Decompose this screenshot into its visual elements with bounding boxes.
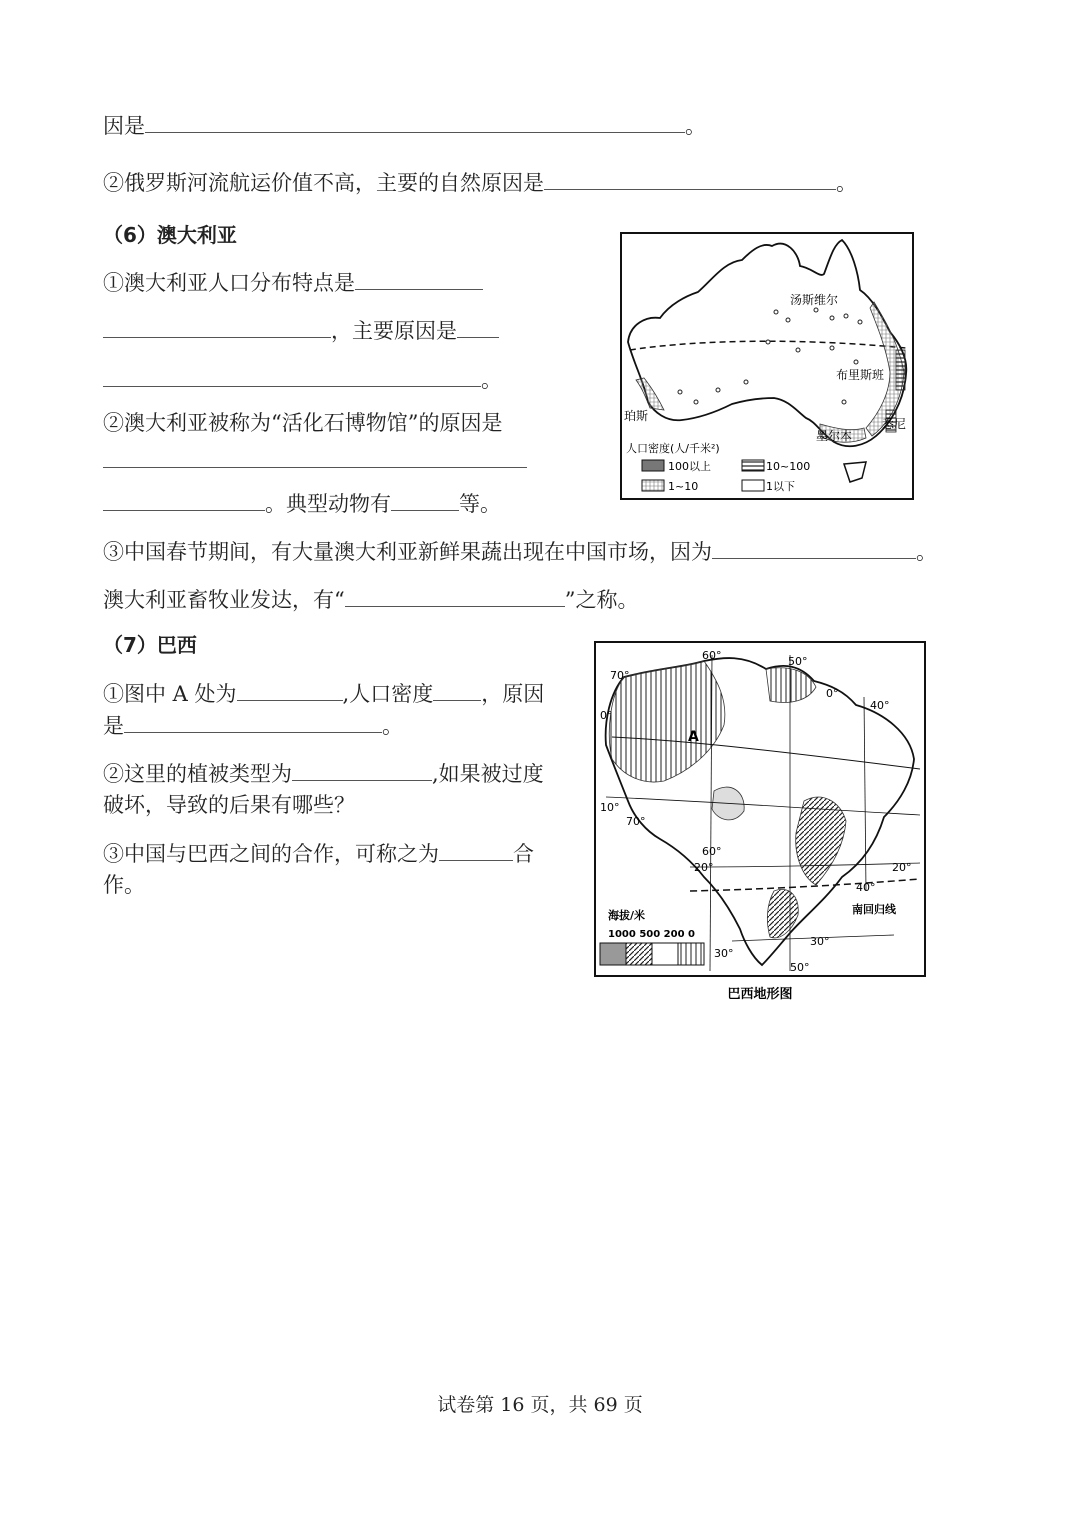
elevation-legend-title: 海拔/米 xyxy=(608,909,646,922)
legend-swatch-100-plus xyxy=(642,460,664,471)
legend-swatch-10-100 xyxy=(742,460,764,471)
brazil-q2: ②这里的植被类型为 ,如果被过度 xyxy=(103,758,544,789)
australia-q4: 澳大利亚畜牧业发达，有“ ”之称。 xyxy=(103,584,639,615)
legend-swatch-200 xyxy=(652,943,678,965)
brazil-terrain-map xyxy=(594,641,926,1006)
brazil-q3: ③中国与巴西之间的合作，可称之为 合 xyxy=(103,838,534,869)
answer-blank[interactable] xyxy=(103,315,331,338)
legend-title: 人口密度(人/千米²) xyxy=(626,442,720,455)
answer-blank[interactable] xyxy=(457,315,499,338)
coord-lon40: 40° xyxy=(870,699,890,712)
answer-blank[interactable] xyxy=(391,488,459,511)
elevation-legend-values: 1000 500 200 0 xyxy=(608,929,695,940)
legend-swatch-500 xyxy=(626,943,652,965)
q5-line1: 因是 。 xyxy=(103,110,706,141)
answer-blank[interactable] xyxy=(544,167,836,190)
coord-lat10: 10° xyxy=(600,801,620,814)
australia-q1: ①澳大利亚人口分布特点是 xyxy=(103,267,483,298)
coord-lat30-left: 30° xyxy=(714,947,734,960)
perth-label: 珀斯 xyxy=(624,409,649,423)
answer-blank[interactable] xyxy=(103,488,265,511)
legend-swatch-1000 xyxy=(600,943,626,965)
answer-blank[interactable] xyxy=(103,364,481,387)
map-caption: 巴西地形图 xyxy=(727,987,793,1002)
legend-label-1: 100以上 xyxy=(668,460,711,473)
legend-label-2: 10~100 xyxy=(766,460,811,473)
coord-lat0-mid: 0° xyxy=(826,687,839,700)
coord-lat0-left: 0° xyxy=(600,709,613,722)
tropic-label: 南回归线 xyxy=(852,903,896,916)
brazil-q1-cont: 是 。 xyxy=(103,710,403,741)
legend-swatch-0 xyxy=(678,943,704,965)
coord-lon60: 60° xyxy=(702,649,722,662)
legend-label-3: 1~10 xyxy=(668,480,699,493)
coord-lon70a: 70° xyxy=(610,669,630,682)
sydney-label: 悉尼 xyxy=(882,417,907,431)
coord-lat20-right: 20° xyxy=(892,861,912,874)
melbourne-label: 墨尔本 xyxy=(816,429,853,443)
legend-swatch-below-1 xyxy=(742,480,764,491)
brazil-q2-cont: 破坏，导致的后果有哪些？ xyxy=(103,793,355,817)
coord-lon40b: 40° xyxy=(856,881,876,894)
q5-line2: ②俄罗斯河流航运价值不高，主要的自然原因是 。 xyxy=(103,167,857,198)
australia-q2-blank xyxy=(103,445,527,476)
page-footer: 试卷第 16 页，共 69 页 xyxy=(437,1394,643,1416)
brazil-q3-cont: 作。 xyxy=(103,873,145,897)
brazil-q1: ①图中 A 处为 ,人口密度 ，原因 xyxy=(103,678,544,709)
brisbane-label: 布里斯班 xyxy=(836,368,885,382)
answer-blank[interactable] xyxy=(712,536,916,559)
answer-blank[interactable] xyxy=(355,267,483,290)
coord-lon50: 50° xyxy=(788,655,808,668)
answer-blank[interactable] xyxy=(292,758,432,781)
australia-q2: ②澳大利亚被称为“活化石博物馆”的原因是 xyxy=(103,411,503,435)
coord-lat20-left: 20° xyxy=(694,861,714,874)
brazil-heading: （7）巴西 xyxy=(103,633,197,657)
answer-blank[interactable] xyxy=(103,445,527,468)
answer-blank[interactable] xyxy=(345,584,565,607)
coord-lon50b: 50° xyxy=(790,961,810,974)
answer-blank[interactable] xyxy=(124,710,382,733)
australia-q1-end: 。 xyxy=(103,364,502,395)
australia-q1-cont: ，主要原因是 xyxy=(103,315,499,346)
townsville-label: 汤斯维尔 xyxy=(790,293,839,307)
australia-heading: （6）澳大利亚 xyxy=(103,223,237,247)
answer-blank[interactable] xyxy=(145,110,685,133)
australia-q3: ③中国春节期间，有大量澳大利亚新鲜果蔬出现在中国市场，因为 。 xyxy=(103,536,937,567)
answer-blank[interactable] xyxy=(433,678,481,701)
coord-lat30-right: 30° xyxy=(810,935,830,948)
legend-swatch-1-10 xyxy=(642,480,664,491)
answer-blank[interactable] xyxy=(439,838,513,861)
coord-lon70b: 70° xyxy=(626,815,646,828)
legend-label-4: 1以下 xyxy=(766,480,795,493)
australia-population-map xyxy=(620,232,914,500)
coord-lon60b: 60° xyxy=(702,845,722,858)
australia-q2-tail: 。典型动物有 等。 xyxy=(103,488,501,519)
brisbane-density xyxy=(896,350,905,390)
point-a-label: A xyxy=(688,729,699,745)
answer-blank[interactable] xyxy=(237,678,343,701)
